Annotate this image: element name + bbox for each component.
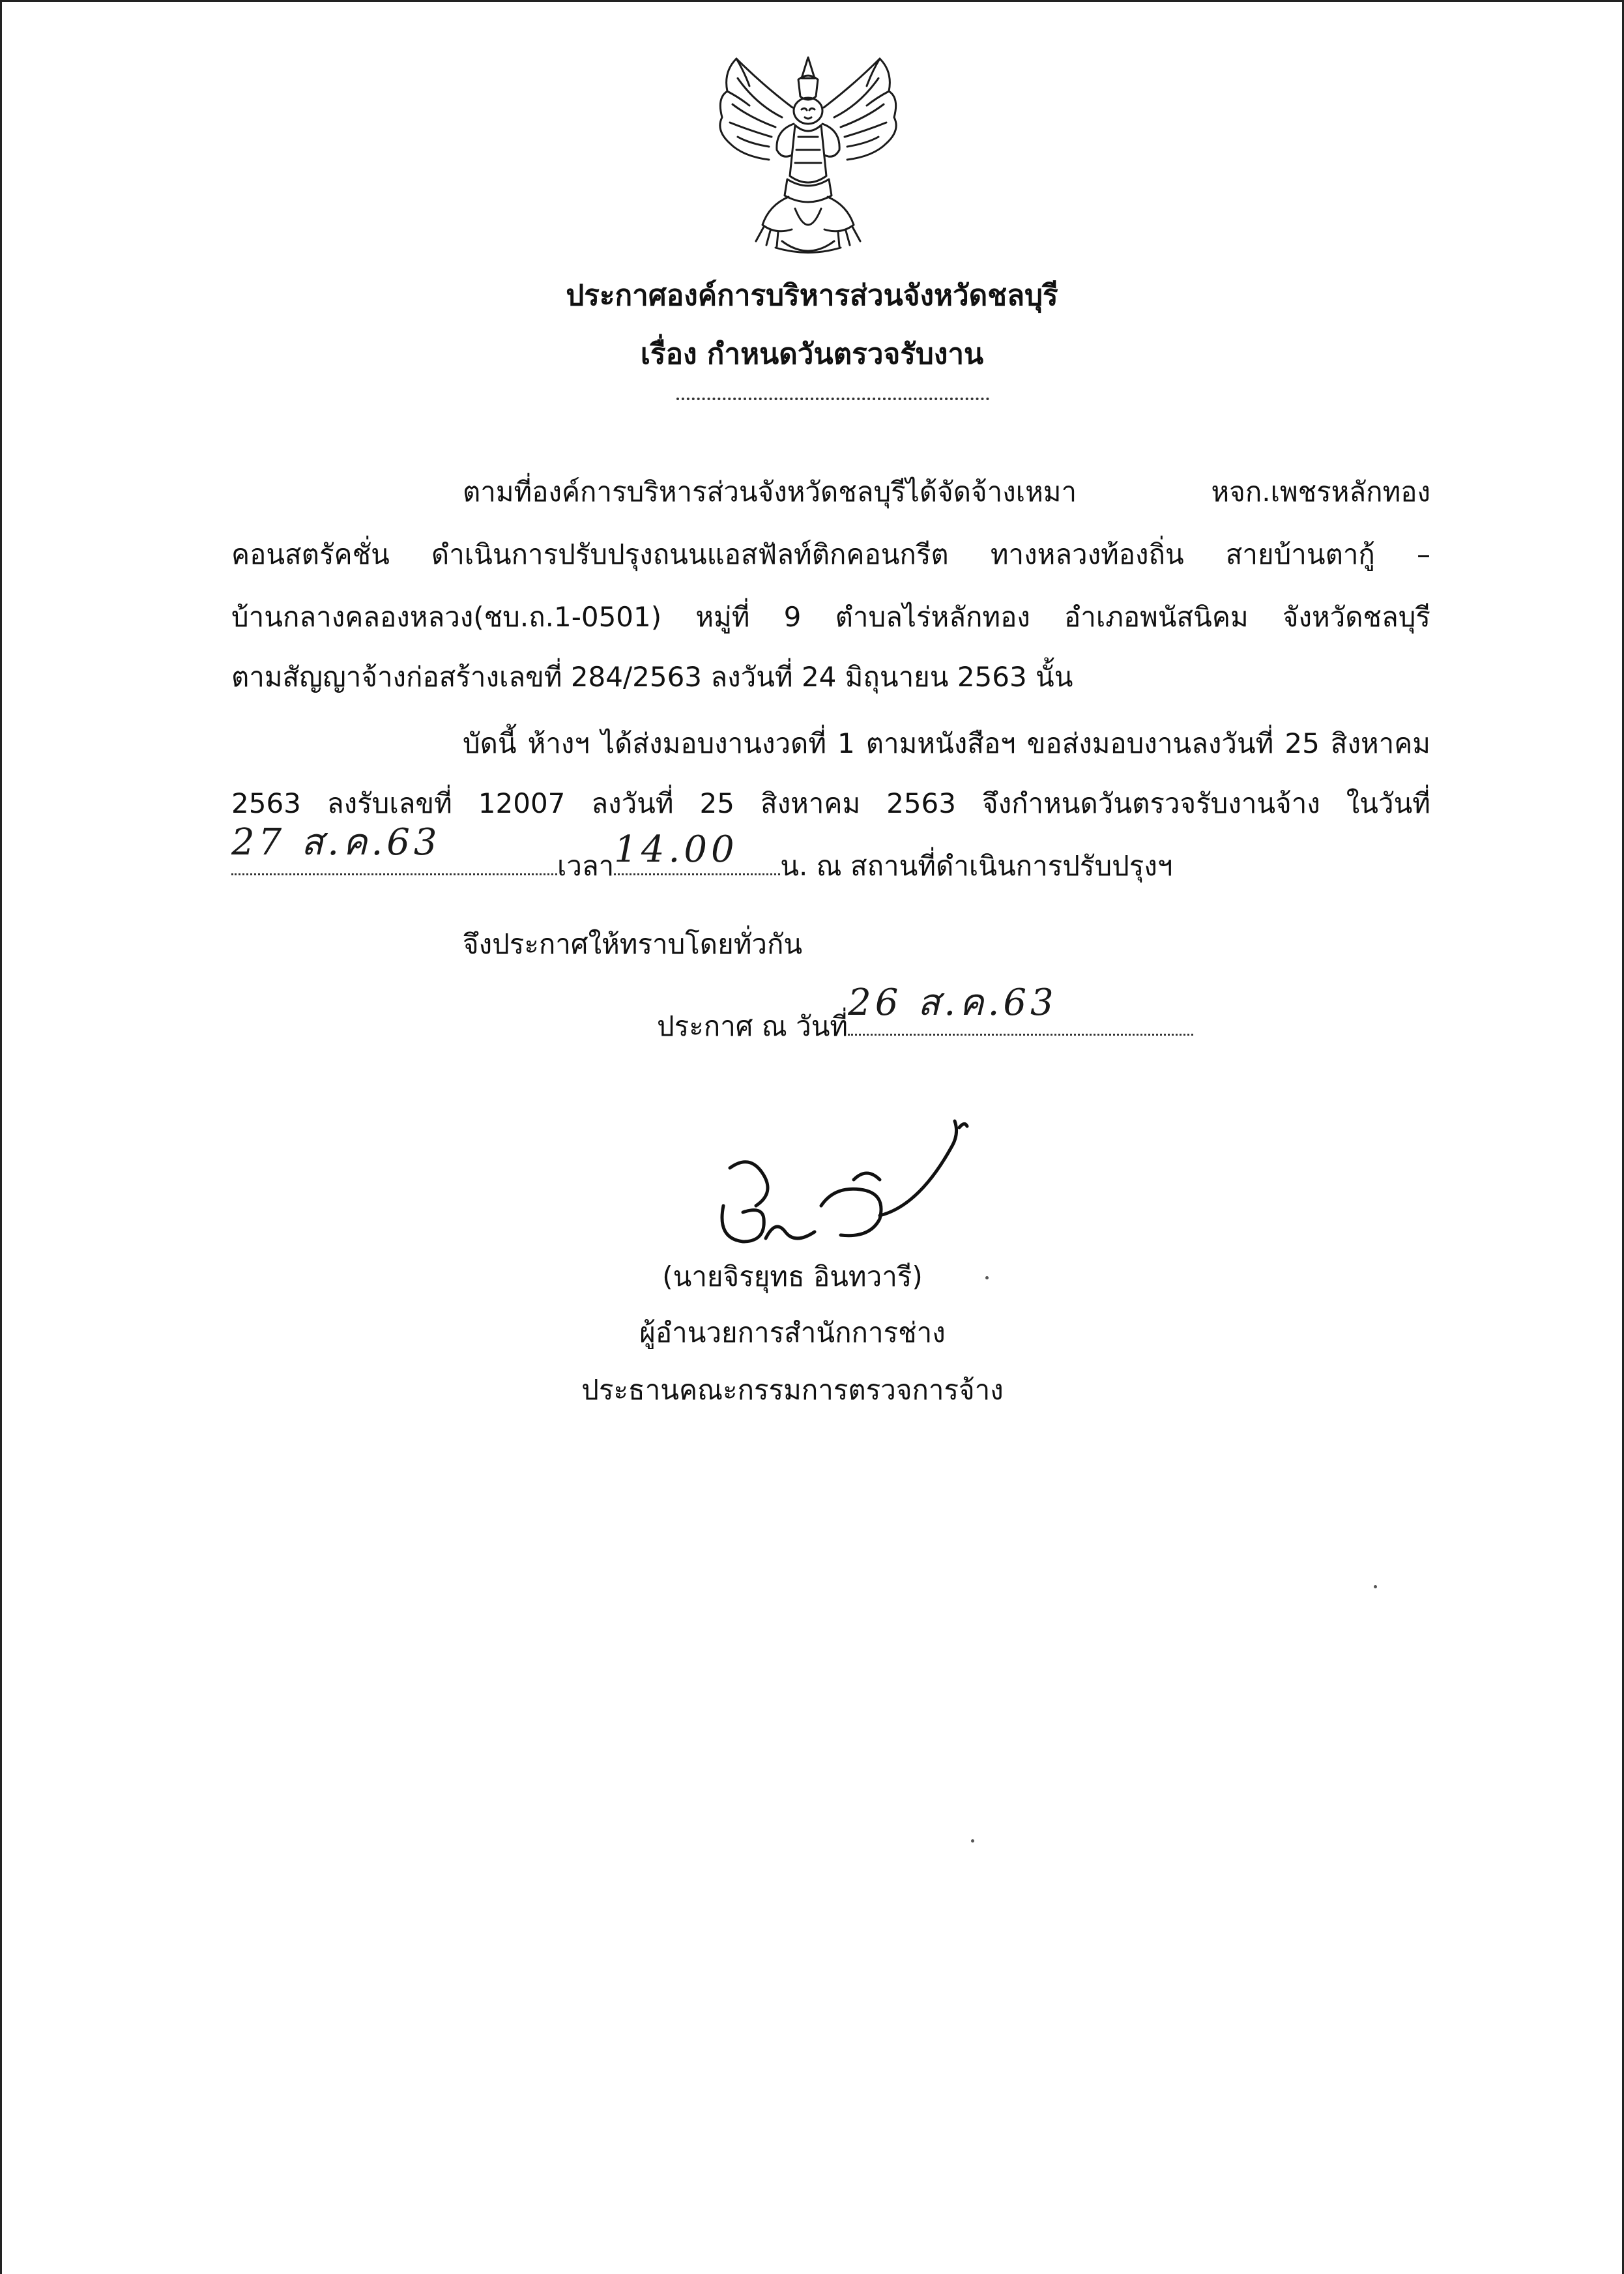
announce-date-field — [848, 982, 1193, 1036]
signatory-position: ผู้อำนวยการสำนักการช่าง — [639, 1317, 946, 1348]
paragraph-1-line-4: ตามสัญญาจ้างก่อสร้างเลขที่ 284/2563 ลงวันที่ 24 มิถุนายน 2563 นั้น — [231, 661, 1073, 693]
paragraph-2-line-1: บัดนี้ ห้างฯ ได้ส่งมอบงานงวดที่ 1 ตามหนังสือฯ ขอส่งมอบงานลงวันที่ 25 สิงหาคม — [463, 727, 1430, 759]
page-title: ประกาศองค์การบริหารส่วนจังหวัดชลบุรี — [566, 279, 1058, 312]
subject-line: เรื่อง กำหนดวันตรวจรับงาน — [640, 338, 984, 371]
inspection-time-handwritten: 14.00 — [614, 828, 738, 871]
paragraph-3: จึงประกาศให้ทราบโดยทั่วกัน — [463, 928, 803, 960]
inspection-date-handwritten: 27 ส.ค.63 — [231, 821, 441, 864]
paragraph-1-line-2: คอนสตรัคชั่น ดำเนินการปรับปรุงถนนแอสฟัลท์ติกคอนกรีต ทางหลวงท้องถิ่น สายบ้านตากู้ – — [231, 538, 1430, 570]
title-separator — [676, 398, 989, 400]
signatory-name: (นายจิรยุทธ อินทวารี) — [662, 1261, 923, 1292]
page-border-top — [0, 0, 1624, 2]
inspection-date-field — [231, 821, 557, 875]
scan-speck — [985, 1276, 989, 1279]
announce-date-handwritten: 26 ส.ค.63 — [848, 982, 1058, 1024]
location-text: น. ณ สถานที่ดำเนินการปรับปรุงฯ — [780, 850, 1173, 882]
paragraph-2-line-2: 2563 ลงรับเลขที่ 12007 ลงวันที่ 25 สิงหาคม 2563 จึงกำหนดวันตรวจรับงานจ้าง ในวันที่ — [231, 787, 1430, 819]
signatory-role: ประธานคณะกรรมการตรวจการจ้าง — [581, 1374, 1004, 1406]
scan-speck — [1374, 1585, 1377, 1588]
paragraph-1-line-3: บ้านกลางคลองหลวง(ชบ.ถ.1-0501) หมู่ที่ 9 ตำบลไร่หลักทอง อำเภอพนัสนิคม จังหวัดชลบุรี — [231, 601, 1430, 633]
inspection-time-field — [614, 828, 780, 875]
time-label: เวลา — [557, 850, 615, 882]
paragraph-2-line-3 — [231, 821, 1430, 888]
announce-date-label: ประกาศ ณ วันที่ — [657, 1010, 848, 1042]
scan-speck — [971, 1839, 974, 1843]
garuda-emblem-icon — [704, 46, 912, 261]
signature-icon — [704, 1108, 978, 1264]
paragraph-1-line-1: ตามที่องค์การบริหารส่วนจังหวัดชลบุรีได้จัดจ้างเหมา หจก.เพชรหลักทอง — [463, 476, 1430, 508]
announce-date-line — [657, 982, 1193, 1048]
